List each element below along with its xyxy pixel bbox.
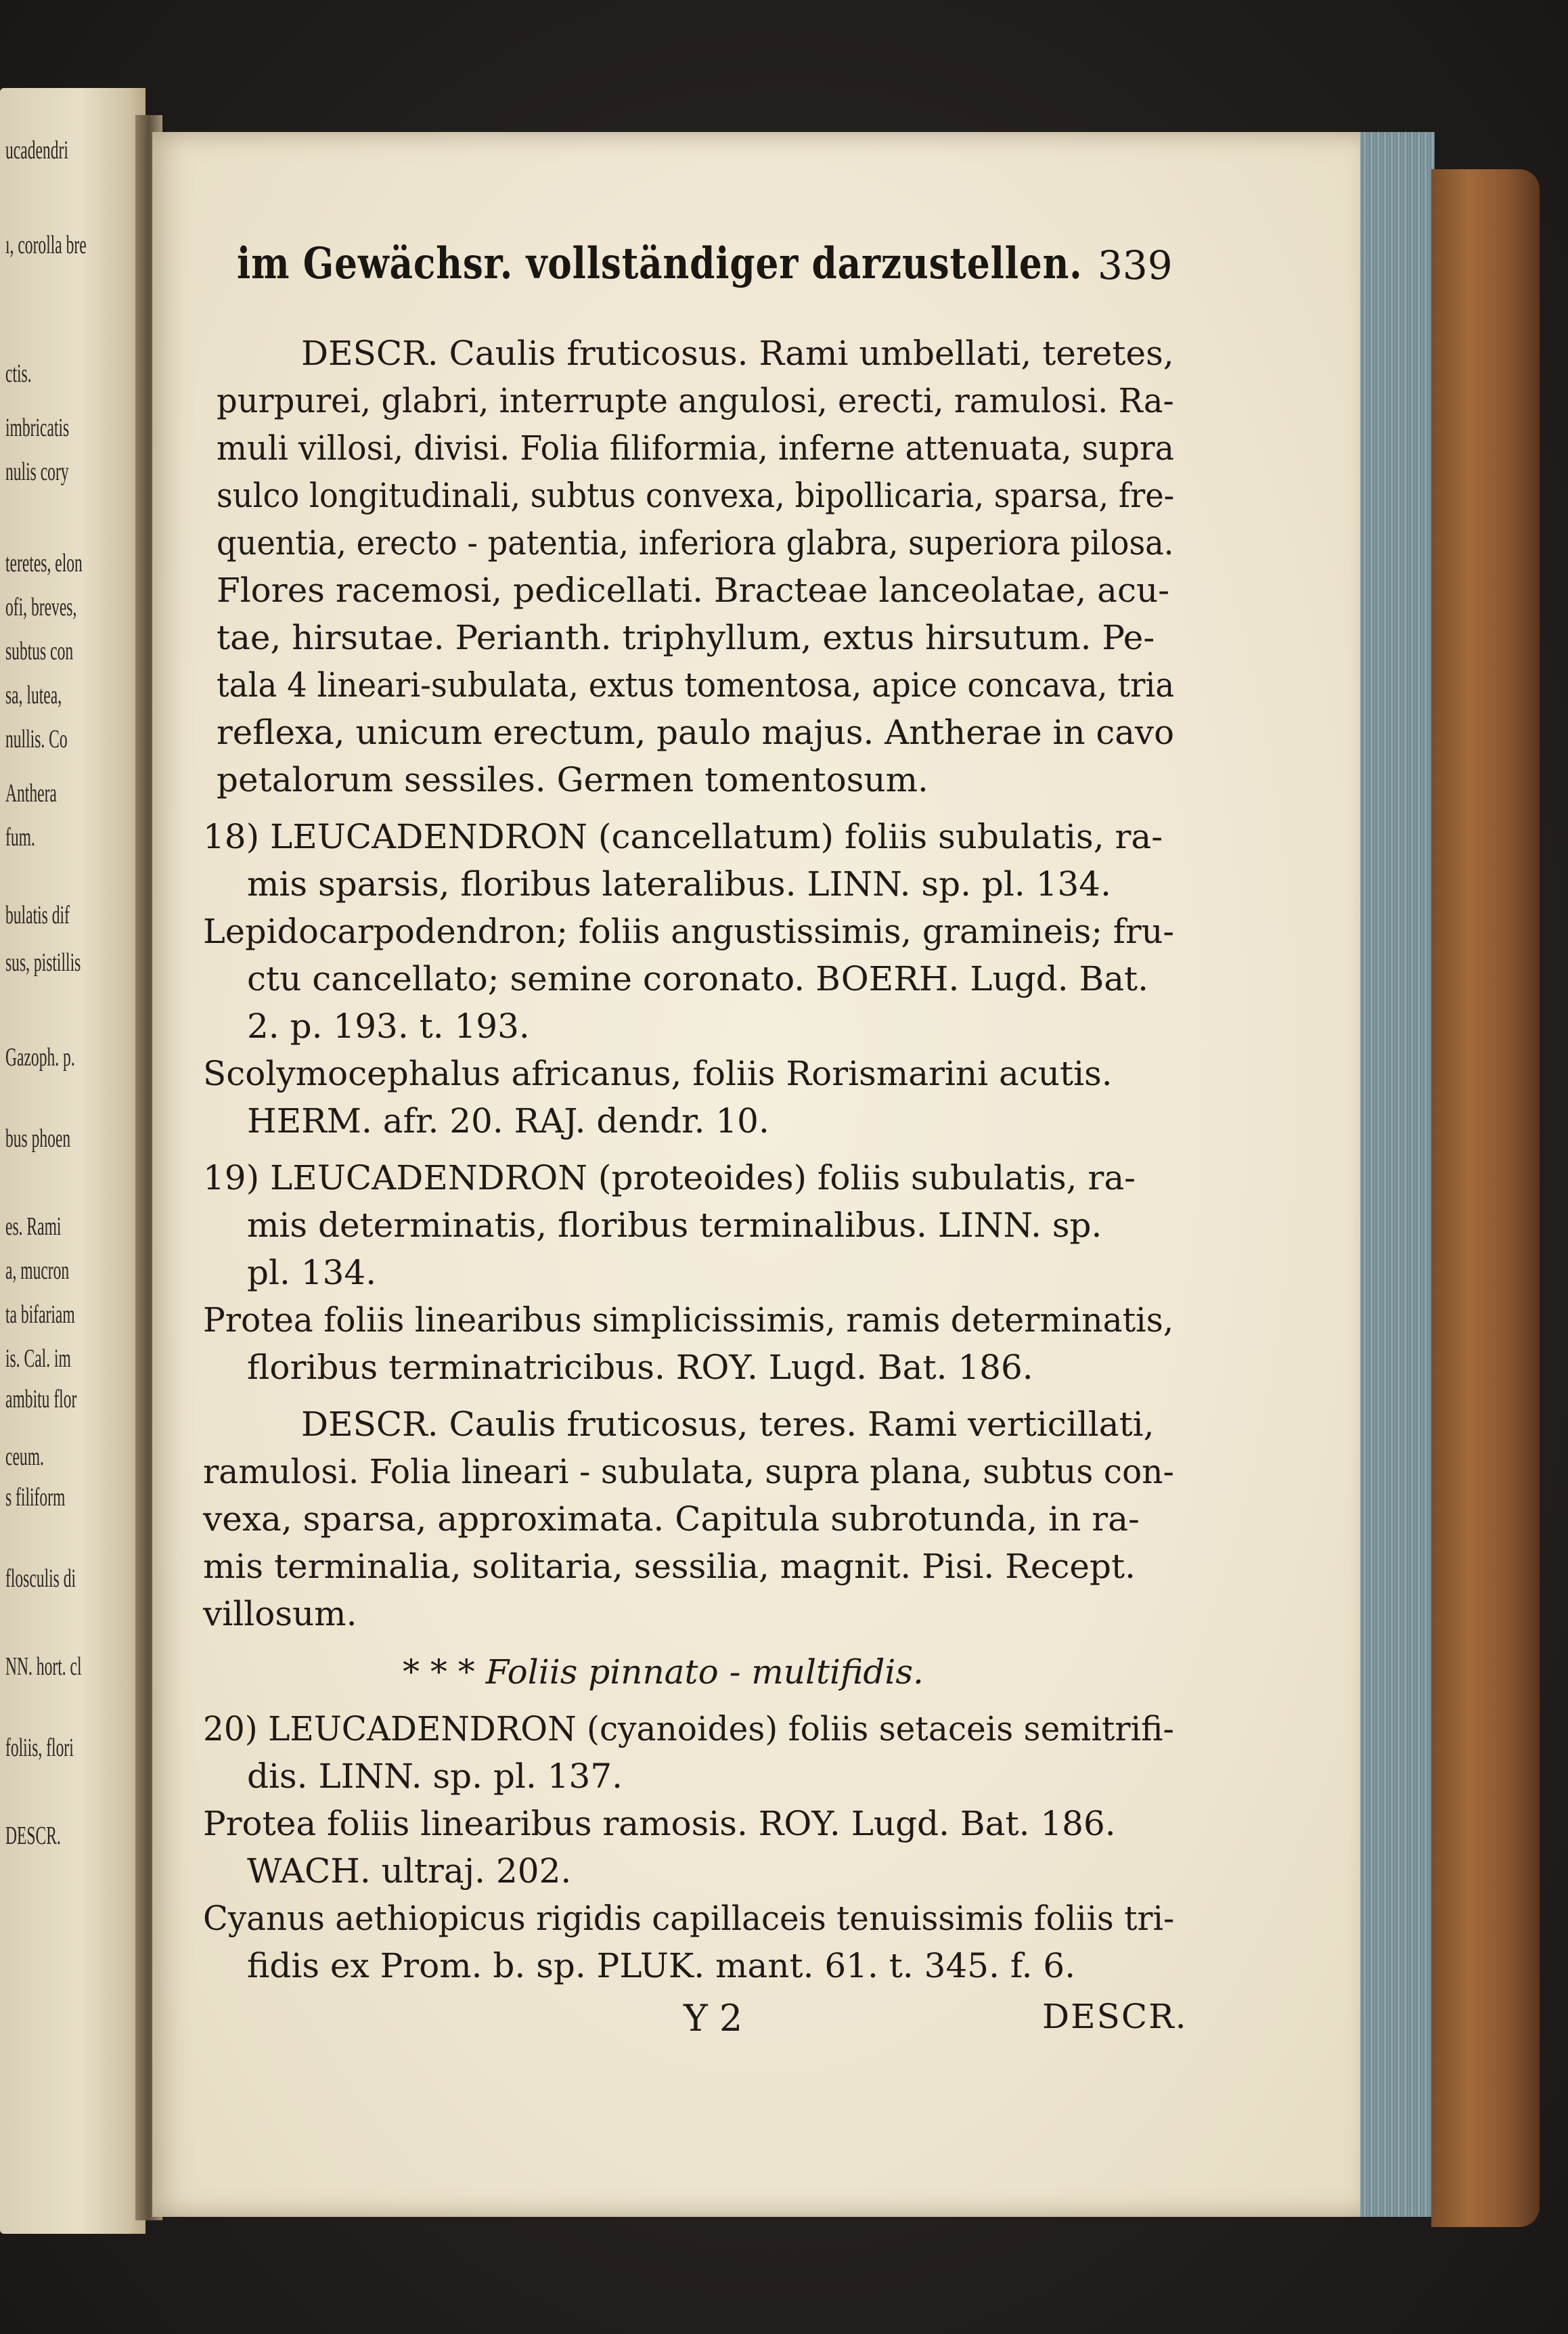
body-line: Scolymocephalus africanus, foliis Rorismarini acutis. (203, 1054, 1113, 1093)
body-line: pl. 134. (247, 1253, 377, 1292)
body-line: reflexa, unicum erectum, paulo majus. Antherae in cavo (217, 713, 1175, 752)
body-line: floribus terminatricibus. ROY. Lugd. Bat. 186. (247, 1348, 1033, 1387)
catchword: DESCR. (1042, 1997, 1188, 2036)
body-line: dis. LINN. sp. pl. 137. (247, 1757, 623, 1796)
body-line: 18) LEUCADENDRON (cancellatum) foliis subulatis, ra- (203, 817, 1163, 856)
left-page-line: bus phoen (5, 1124, 71, 1153)
body-line: Protea foliis linearibus ramosis. ROY. Lugd. Bat. 186. (203, 1804, 1116, 1843)
body-line: tae, hirsutae. Perianth. triphyllum, extus hirsutum. Pe- (217, 618, 1155, 657)
body-line: 19) LEUCADENDRON (proteoides) foliis subulatis, ra- (203, 1158, 1136, 1197)
running-header: im Gewächsr. vollständiger darzustellen. (237, 238, 1083, 289)
body-line: mis determinatis, floribus terminalibus. LINN. sp. (247, 1206, 1102, 1245)
left-page-line: subtus con (5, 637, 74, 665)
body-line: Protea foliis linearibus simplicissimis, ramis determinatis, (203, 1300, 1174, 1340)
left-page-line: ta bifariam (5, 1300, 75, 1329)
left-page-line: teretes, elon (5, 549, 83, 577)
left-page-line: flosculis di (5, 1564, 76, 1593)
body-line: WACH. ultraj. 202. (247, 1851, 572, 1891)
body-line: vexa, sparsa, approximata. Capitula subrotunda, in ra- (203, 1499, 1140, 1539)
body-line: mis sparsis, floribus lateralibus. LINN. sp. pl. 134. (247, 864, 1111, 904)
left-page-line: es. Rami (5, 1212, 62, 1241)
left-page-line: ı, corolla bre (5, 231, 87, 259)
body-line: DESCR. Caulis fruticosus, teres. Rami verticillati, (301, 1405, 1155, 1444)
page-number: 339 (1098, 242, 1173, 288)
body-line: ctu cancellato; semine coronato. BOERH. Lugd. Bat. (247, 959, 1149, 998)
left-page-line: ceum. (5, 1443, 44, 1471)
signature-mark: Y 2 (684, 1997, 743, 2040)
body-line: quentia, erecto - patentia, inferiora glabra, superiora pilosa. (217, 523, 1174, 563)
body-line: 20) LEUCADENDRON (cyanoides) foliis setaceis semitrifi- (203, 1709, 1174, 1748)
left-page-line: DESCR. (5, 1822, 61, 1850)
body-line: 2. p. 193. t. 193. (247, 1007, 530, 1046)
left-page-line: sa, lutea, (5, 681, 62, 709)
left-page-line: ucadendri (5, 136, 68, 164)
left-page-line: ctis. (5, 359, 32, 388)
body-line: * * * Foliis pinnato - multifidis. (403, 1652, 924, 1692)
left-page-line: Gazoph. p. (5, 1043, 75, 1072)
body-line: fidis ex Prom. b. sp. PLUK. mant. 61. t. 345. f. 6. (247, 1946, 1076, 1985)
left-page-line: nulis cory (5, 458, 69, 486)
left-page-line: ofi, breves, (5, 593, 77, 621)
body-line: petalorum sessiles. Germen tomentosum. (217, 760, 928, 799)
left-page-line: nullis. Co (5, 725, 68, 753)
left-page-line: is. Cal. im (5, 1344, 71, 1373)
body-line: tala 4 lineari-subulata, extus tomentosa, apice concava, tria (217, 665, 1175, 705)
left-page-line: fum. (5, 823, 35, 852)
body-line: muli villosi, divisi. Folia filiformia, inferne attenuata, supra (217, 428, 1174, 468)
body-line: mis terminalia, solitaria, sessilia, magnit. Pisi. Recept. (203, 1547, 1136, 1586)
body-line: Lepidocarpodendron; foliis angustissimis, gramineis; fru- (203, 912, 1175, 951)
body-line: purpurei, glabri, interrupte angulosi, erecti, ramulosi. Ra- (217, 381, 1174, 420)
left-page-line: sus, pistillis (5, 948, 81, 977)
left-page-line: NN. hort. cl (5, 1652, 82, 1681)
body-line: HERM. afr. 20. RAJ. dendr. 10. (247, 1101, 769, 1141)
body-line: sulco longitudinali, subtus convexa, bipollicaria, sparsa, fre- (217, 476, 1175, 515)
body-line: DESCR. Caulis fruticosus. Rami umbellati, teretes, (301, 334, 1174, 373)
left-page-line: imbricatis (5, 414, 70, 442)
body-line: Flores racemosi, pedicellati. Bracteae lanceolatae, acu- (217, 571, 1170, 610)
body-line: villosum. (203, 1594, 357, 1633)
left-page-line: bulatis dif (5, 901, 70, 929)
left-page-line: s filiform (5, 1483, 66, 1512)
left-page-line: foliis, flori (5, 1734, 74, 1762)
left-page-line: Anthera (5, 779, 57, 808)
body-line: ramulosi. Folia lineari - subulata, supra plana, subtus con- (203, 1452, 1174, 1491)
body-line: Cyanus aethiopicus rigidis capillaceis tenuissimis foliis tri- (203, 1899, 1175, 1938)
left-page-line: a, mucron (5, 1256, 70, 1285)
left-page-line: ambitu flor (5, 1385, 77, 1413)
